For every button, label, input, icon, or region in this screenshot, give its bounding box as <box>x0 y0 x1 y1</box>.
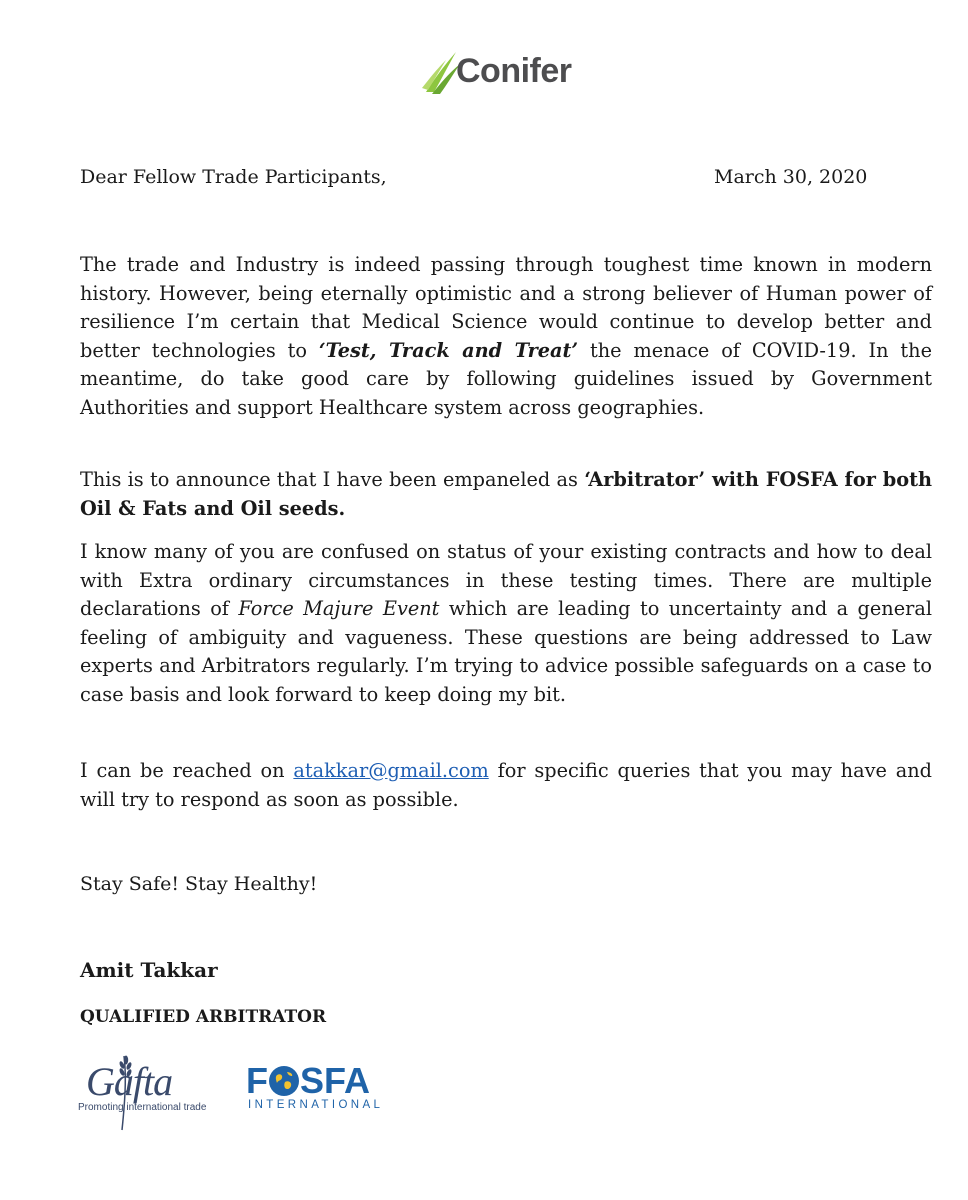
emphasis-arbitrator: ‘Arbitrator’ with FOSFA for both Oil & Fats and Oil seeds. <box>80 468 933 520</box>
salutation: Dear Fellow Trade Participants, <box>80 166 387 188</box>
gafta-tagline: Promoting international trade <box>78 1102 207 1113</box>
fosfa-subtitle: INTERNATIONAL <box>248 1099 384 1111</box>
signer-title: QUALIFIED ARBITRATOR <box>80 1007 327 1027</box>
globe-icon <box>269 1066 299 1096</box>
signer-name: Amit Takkar <box>80 958 218 982</box>
closing-line: Stay Safe! Stay Healthy! <box>80 873 318 895</box>
paragraph-3: I know many of you are confused on status of your existing contracts and how to deal with Extra ordinary circumstances in these testing times. There are multiple declarations of Force Majure Event which are leading to uncertainty and a general feeling of ambiguity and vagueness. These questions are being addressed to Law experts and Arbitrators regularly. I’m trying to advice possible safeguards on a case to case basis and look forward to keep doing my bit. <box>80 540 932 706</box>
letter-date: March 30, 2020 <box>714 166 868 188</box>
gafta-wordmark: Gafta <box>86 1059 173 1104</box>
force-majeure-term: Force Majure Event <box>238 597 440 621</box>
gafta-logo <box>76 1052 236 1132</box>
fosfa-logo <box>246 1060 386 1114</box>
conifer-logo <box>420 46 595 96</box>
paragraph-2: This is to announce that I have been empaneled as ‘Arbitrator’ with FOSFA for both Oil & Fats and Oil seeds. <box>80 468 933 520</box>
email-link[interactable]: atakkar@gmail.com <box>293 759 489 782</box>
paragraph-4: I can be reached on atakkar@gmail.com for specific queries that you may have and will try to respond as soon as possible. <box>80 759 932 811</box>
conifer-wordmark: Conifer <box>456 52 572 90</box>
fosfa-wordmark: F SFA <box>246 1060 371 1101</box>
emphasis-test-track-treat: ‘Test, Track and Treat’ <box>318 338 579 362</box>
paragraph-1: The trade and Industry is indeed passing through toughest time known in modern history. However, being eternally optimistic and a strong believer of Human power of resilience I’m certain that Medical Science would continue to develop better and better technologies to ‘Test, Track and Treat’ the menace of COVID-19. In the meantime, do take good care by following guidelines issued by Government Authorities and support Healthcare system across geographies. <box>80 253 932 419</box>
